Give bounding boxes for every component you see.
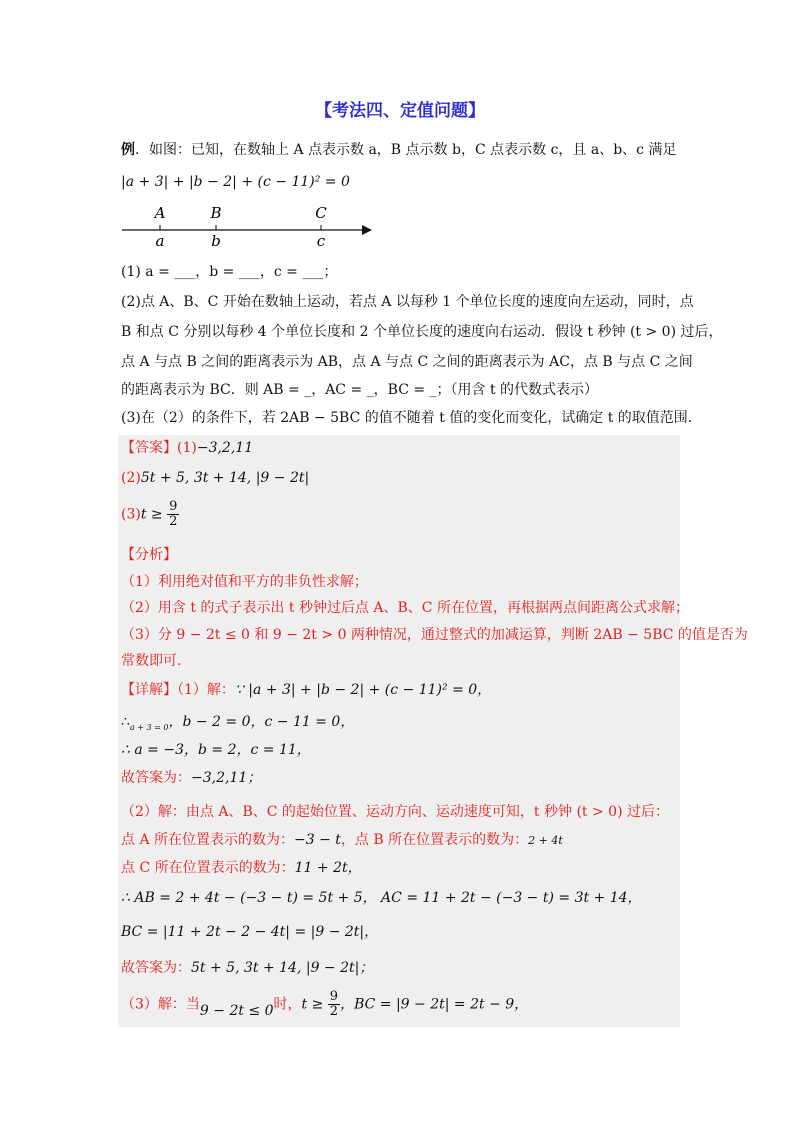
question-part2-line2: B 和点 C 分别以每秒 4 个单位长度和 2 个单位长度的速度向右运动．假设 t 秒钟 (t > 0) 过后， xyxy=(121,324,723,340)
detail-line11 xyxy=(121,990,528,1019)
detail-11-fraction: $\frac{9}{2}$ xyxy=(329,989,339,1019)
analysis-line4: 常数即可． xyxy=(121,653,191,669)
answer-label: 【答案】 xyxy=(121,440,177,456)
value-b-label: b xyxy=(211,232,221,250)
analysis-line1: （1）利用绝对值和平方的非负性求解； xyxy=(121,574,368,590)
number-line xyxy=(118,200,378,250)
detail-line7 xyxy=(121,858,362,878)
answer-line1 xyxy=(121,438,253,458)
detail-2-small: a + 3 = 0 xyxy=(129,722,169,732)
detail-line2: $\therefore_{a + 3 = 0}$，b − 2 = 0，c − 11 = 0， xyxy=(121,714,355,732)
detail-4-text: 故答案为： xyxy=(121,770,191,786)
detail-line5: （2）解：由点 A、B、C 的起始位置、运动方向、运动速度可知，t 秒钟 (t > 0) 过后： xyxy=(121,804,669,820)
question-part3: (3)在（2）的条件下，若 2AB − 5BC 的值不随着 t 值的变化而变化，试确定 t 的取值范围． xyxy=(121,410,702,426)
detail-2-rest: ，b − 2 = 0，c − 11 = 0， xyxy=(168,714,355,730)
detail-11-cond: 9 − 2t ≤ 0 xyxy=(199,1002,274,1019)
answer-2-prefix: (2) xyxy=(121,470,141,486)
detail-line10 xyxy=(121,958,373,978)
detail-11-bc: ，BC = |9 − 2t| = 2t − 9， xyxy=(340,996,529,1013)
detail-1-prefix: （1）解： xyxy=(177,682,235,698)
detail-line3: ∴ a = −3，b = 2，c = 11， xyxy=(121,742,311,758)
number-line-arrow xyxy=(362,225,372,235)
point-C-label: C xyxy=(315,204,327,222)
answer-2: 5t + 5, 3t + 14, |9 − 2t| xyxy=(140,470,310,486)
answer-line2 xyxy=(121,468,309,488)
answer-1-prefix: (1) xyxy=(177,440,197,456)
detail-7-text: 点 C 所在位置表示的数为： xyxy=(121,860,295,876)
page-title: 【考法四、定值问题】 xyxy=(315,101,485,121)
analysis-line2: （2）用含 t 的式子表示出 t 秒钟过后点 A、B、C 所在位置，再根据两点间距离公式求解； xyxy=(121,600,689,616)
detail-10-math: 5t + 5, 3t + 14, |9 − 2t|； xyxy=(191,960,374,976)
question-part2-line4: 的距离表示为 BC．则 AB = _，AC = _，BC = _；（用含 t 的代数式表示） xyxy=(121,382,599,398)
detail-line8: ∴ AB = 2 + 4t − (−3 − t) = 5t + 5， AC = 11 + 2t − (−3 − t) = 3t + 14， xyxy=(121,890,642,906)
value-c-label: c xyxy=(316,232,326,250)
detail-line4 xyxy=(121,768,261,788)
answer-3-lhs: t ≥ xyxy=(140,506,163,523)
value-a-label: a xyxy=(155,232,165,250)
detail-line1 xyxy=(121,680,491,700)
answer-3-fraction: $\frac{9}{2}$ xyxy=(169,499,178,529)
point-A-label: A xyxy=(154,204,166,222)
detail-line9: BC = |11 + 2t − 2 − 4t| = |9 − 2t|， xyxy=(121,924,379,940)
question-condition: |a + 3| + |b − 2| + (c − 11)² = 0 xyxy=(121,174,350,190)
question-intro-text: ．如图：已知，在数轴上 A 点表示数 a，B 点示数 b，C 点表示数 c，且 a、b、c 满足 xyxy=(135,142,677,158)
detail-label: 【详解】 xyxy=(121,682,177,698)
detail-11-t: t ≥ xyxy=(301,996,324,1013)
question-intro xyxy=(121,140,676,160)
point-B-label: B xyxy=(210,204,222,222)
answer-1: −3,2,11 xyxy=(196,440,254,456)
detail-7-math: 11 + 2t， xyxy=(294,860,362,876)
question-part2-line1: (2)点 A、B、C 开始在数轴上运动，若点 A 以每秒 1 个单位长度的速度向左运动，同时，点 xyxy=(121,294,694,310)
detail-4-math: −3,2,11； xyxy=(191,770,262,786)
answer-3-prefix: (3) xyxy=(121,506,141,523)
example-label: 例 xyxy=(121,142,135,158)
detail-11-mid: 时， xyxy=(273,996,302,1013)
detail-1-math: ∵ |a + 3| + |b − 2| + (c − 11)² = 0， xyxy=(234,682,492,698)
answer-line3 xyxy=(121,500,179,529)
question-part1: (1) a = ___，b = ___，c = ___； xyxy=(121,264,338,280)
detail-line6 xyxy=(121,830,563,851)
detail-6-text: 点 A 所在位置表示的数为： xyxy=(121,832,295,848)
detail-6-b: 2 + 4t xyxy=(528,834,563,847)
analysis-line3: （3）分 9 − 2t ≤ 0 和 9 − 2t > 0 两种情况，通过整式的加减运算，判断 2AB − 5BC 的值是否为 xyxy=(121,627,748,643)
detail-6-a: −3 − t xyxy=(294,832,341,848)
detail-10-text: 故答案为： xyxy=(121,960,191,976)
question-part2-line3: 点 A 与点 B 之间的距离表示为 AB，点 A 与点 C 之间的距离表示为 AC，点 B 与点 C 之间 xyxy=(121,354,693,370)
detail-11-text: （3）解：当 xyxy=(121,996,200,1013)
detail-6-mid: ，点 B 所在位置表示的数为： xyxy=(340,832,529,848)
analysis-label: 【分析】 xyxy=(121,547,177,563)
